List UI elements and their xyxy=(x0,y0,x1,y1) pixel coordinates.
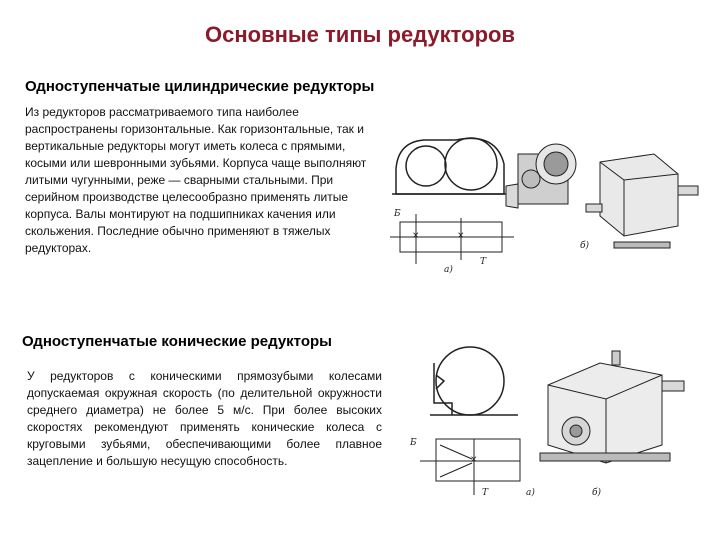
cylindrical-kinematic-diagram xyxy=(390,214,514,264)
figure-label-b: б) xyxy=(592,488,602,498)
cylindrical-text: Из редукторов рассматриваемого типа наиболее распространены горизонтальные. Как горизонтальные, так и вертикальные редукторы могут иметь колеса с прямыми, косыми или шевронными зубьями. Корпуса чаще выполняют литыми чугунными, реже — сварными стальными. При серийном производстве целесообразно применять литые корпуса. Валы монтируют на подшипниках качения или скольжения. Последние обычно применяют в тяжелых редукторах. xyxy=(25,105,367,255)
bevel-kinematic-diagram xyxy=(420,439,520,495)
gear-mark: × xyxy=(412,231,420,241)
cylindrical-housing-drawing xyxy=(392,138,508,194)
figure-label-a: а) xyxy=(526,488,535,498)
bevel-reducer-figure xyxy=(400,345,710,505)
gear-mark: × xyxy=(470,455,478,465)
shaft-in-label: Б xyxy=(394,209,401,219)
cylindrical-reducer-3d-image xyxy=(506,144,698,248)
bevel-housing-drawing xyxy=(430,347,518,415)
bevel-heading: Одноступенчатые конические редукторы xyxy=(22,333,332,350)
slide-title: Основные типы редукторов xyxy=(205,22,515,47)
shaft-out-label: Т xyxy=(482,488,489,498)
figure-label-a: а) xyxy=(444,265,453,275)
bevel-reducer-3d-image xyxy=(540,351,684,463)
gear-mark: × xyxy=(457,231,465,241)
cylindrical-reducer-figure xyxy=(386,124,716,284)
bevel-text: У редукторов с коническими прямозубыми колесами допускаемая окружная скорость (по делительной окружности среднего диаметра) не более 5 м/с. При более высоких скоростях рекомендуют применять конические колеса с круговыми зубьями, обеспечивающими более плавное зацепление и большую несущую способность. xyxy=(27,369,382,468)
shaft-out-label: Т xyxy=(480,257,487,267)
shaft-in-label: Б xyxy=(410,438,417,448)
figure-label-b: б) xyxy=(580,241,590,251)
cylindrical-heading: Одноступенчатые цилиндрические редукторы xyxy=(25,78,375,95)
